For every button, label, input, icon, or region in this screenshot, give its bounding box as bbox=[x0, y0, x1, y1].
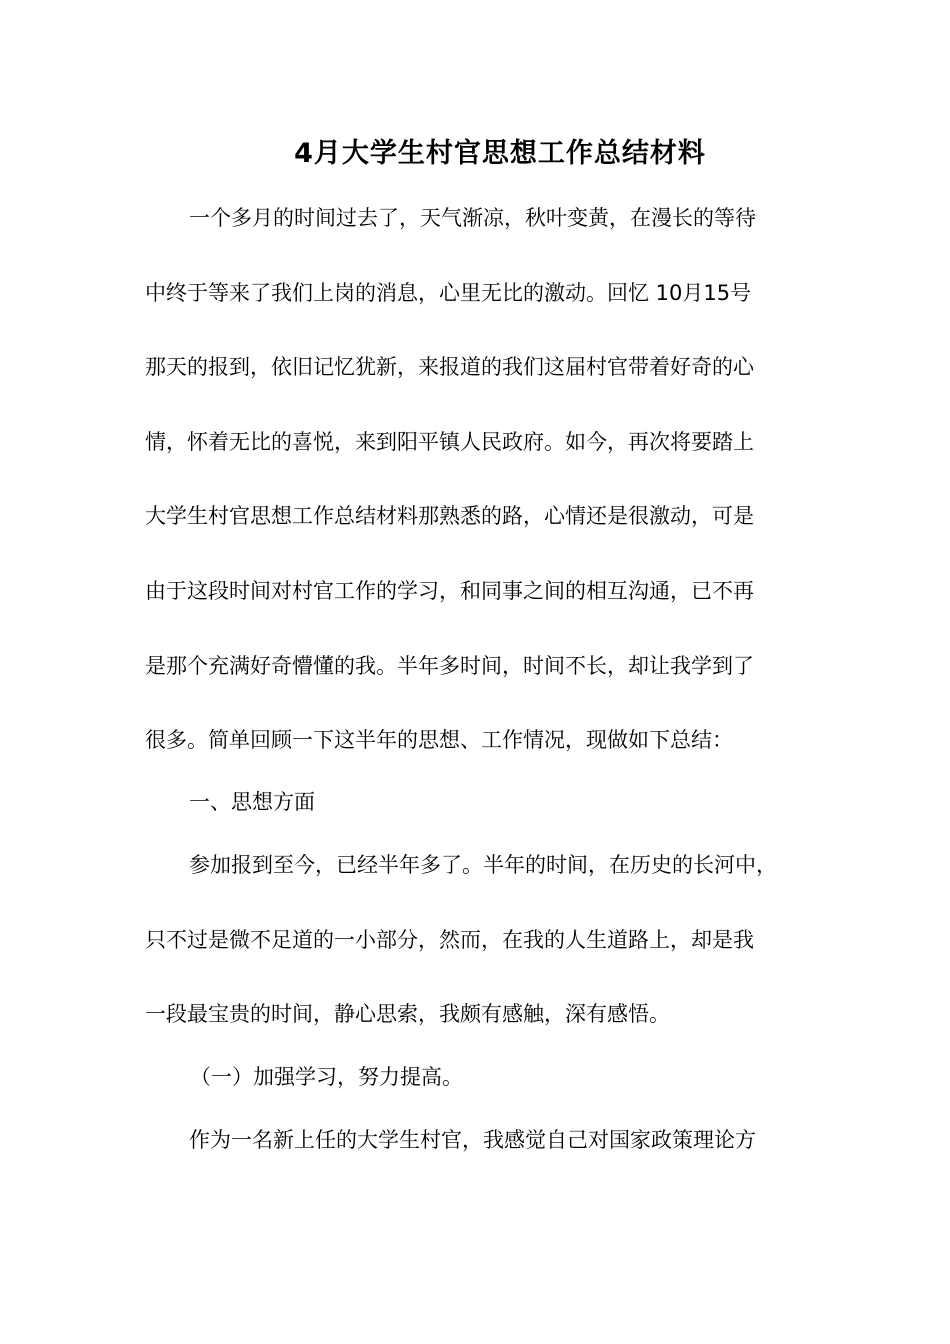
paragraph-line: 作为一名新上任的大学生村官，我感觉自己对国家政策理论方 bbox=[189, 1128, 756, 1152]
paragraph-line: 很多。简单回顾一下这半年的思想、工作情况，现做如下总结： bbox=[145, 728, 733, 752]
paragraph-line: 一个多月的时间过去了，天气渐凉，秋叶变黄，在漫长的等待 bbox=[189, 206, 756, 230]
document-title: 4月大学生村官思想工作总结材料 bbox=[294, 138, 706, 169]
section-heading: 一、思想方面 bbox=[189, 790, 315, 814]
subsection-heading: （一）加强学习，努力提高。 bbox=[190, 1065, 463, 1089]
paragraph-line: 是那个充满好奇懵懂的我。半年多时间，时间不长，却让我学到了 bbox=[145, 654, 754, 678]
paragraph-line: 那天的报到，依旧记忆犹新，来报道的我们这届村官带着好奇的心 bbox=[145, 355, 754, 379]
paragraph-line: 只不过是微不足道的一小部分，然而，在我的人生道路上，却是我 bbox=[145, 928, 754, 952]
paragraph-line: 中终于等来了我们上岗的消息，心里无比的激动。回忆 10月15号 bbox=[145, 281, 752, 305]
paragraph-line: 大学生村官思想工作总结材料那熟悉的路，心情还是很激动，可是 bbox=[145, 504, 754, 528]
paragraph-line: 参加报到至今，已经半年多了。半年的时间，在历史的长河中， bbox=[189, 853, 777, 877]
paragraph-line: 情，怀着无比的喜悦，来到阳平镇人民政府。如今，再次将要踏上 bbox=[145, 430, 754, 454]
paragraph-line: 一段最宝贵的时间，静心思索，我颇有感触，深有感悟。 bbox=[145, 1002, 670, 1026]
paragraph-line: 由于这段时间对村官工作的学习，和同事之间的相互沟通，已不再 bbox=[145, 579, 754, 603]
